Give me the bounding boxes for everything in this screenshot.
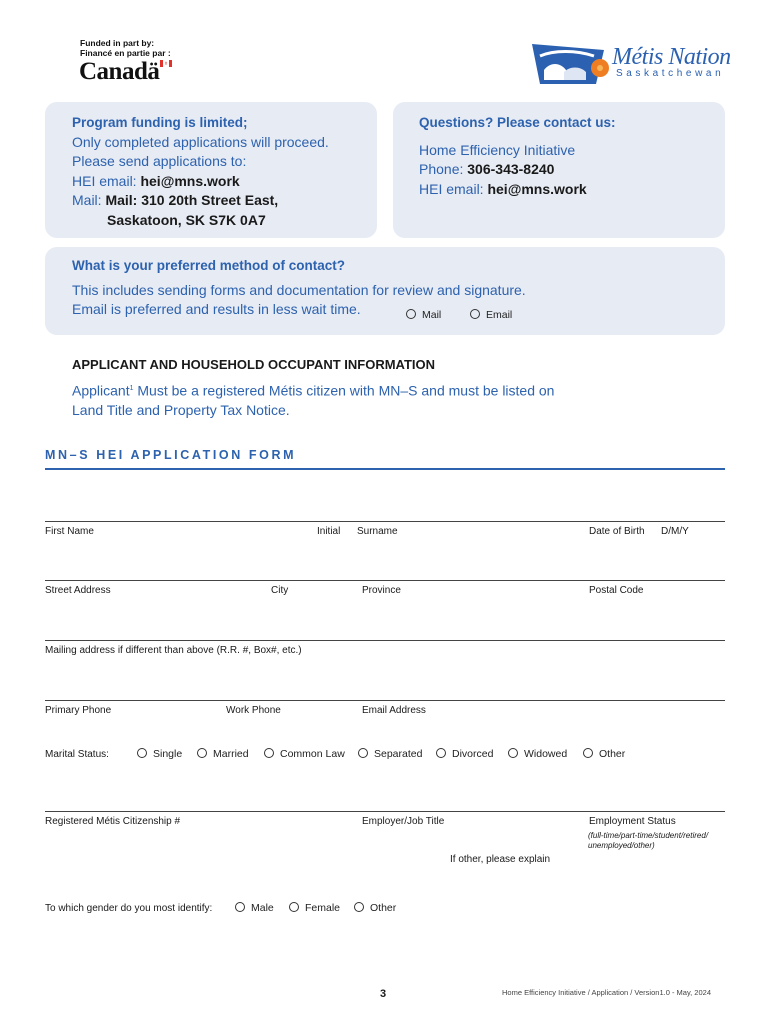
contact-phone: Phone: 306-343-8240 bbox=[419, 161, 555, 177]
email-address-label: Email Address bbox=[362, 705, 426, 716]
org-name: Métis Nation bbox=[612, 44, 731, 70]
radio-marital-common-law[interactable]: Common Law bbox=[264, 748, 345, 760]
radio-circle-icon[interactable] bbox=[358, 748, 368, 758]
gender-label: To which gender do you most identify: bbox=[45, 903, 213, 914]
citizenship-number-label: Registered Métis Citizenship # bbox=[45, 816, 181, 827]
org-subtitle: Saskatchewan bbox=[616, 68, 725, 79]
marital-status-label: Marital Status: bbox=[45, 749, 109, 760]
form-title: MN–S HEI APPLICATION FORM bbox=[45, 448, 297, 462]
first-name-label: First Name bbox=[45, 526, 94, 537]
funding-info-content bbox=[72, 113, 372, 230]
radio-gender-female[interactable]: Female bbox=[289, 902, 340, 914]
radio-marital-separated[interactable]: Separated bbox=[358, 748, 422, 760]
funding-mail: Mail: Mail: 310 20th Street East, bbox=[72, 192, 279, 208]
canada-wordmark: Canadä bbox=[79, 58, 160, 85]
funding-line-1: Only completed applications will proceed. bbox=[72, 133, 329, 150]
preferred-contact-title: What is your preferred method of contact? bbox=[72, 258, 346, 273]
employer-label: Employer/Job Title bbox=[362, 816, 445, 827]
form-title-rule bbox=[45, 468, 725, 470]
row-3-line bbox=[45, 640, 725, 641]
dob-label: Date of Birth bbox=[589, 526, 645, 537]
row-4-line bbox=[45, 700, 725, 701]
radio-contact-email[interactable]: Email bbox=[470, 309, 512, 321]
radio-circle-icon[interactable] bbox=[289, 902, 299, 912]
radio-circle-icon[interactable] bbox=[406, 309, 416, 319]
radio-circle-icon[interactable] bbox=[264, 748, 274, 758]
funding-mail-city: Saskatoon, SK S7K 0A7 bbox=[107, 211, 266, 228]
radio-circle-icon[interactable] bbox=[583, 748, 593, 758]
mailing-address-label: Mailing address if different than above (R.R. #, Box#, etc.) bbox=[45, 645, 302, 656]
row-1-line bbox=[45, 521, 725, 522]
canada-flag-icon bbox=[160, 60, 172, 67]
funding-email: HEI email: hei@mns.work bbox=[72, 172, 240, 189]
postal-code-label: Postal Code bbox=[589, 585, 644, 596]
preferred-contact-content bbox=[72, 256, 712, 320]
primary-phone-label: Primary Phone bbox=[45, 705, 112, 716]
preferred-line-2: Email is preferred and results in less wait time. bbox=[72, 301, 361, 317]
footer-note: Home Efficiency Initiative / Application / Version1.0 - May, 2024 bbox=[502, 988, 711, 997]
radio-circle-icon[interactable] bbox=[508, 748, 518, 758]
radio-circle-icon[interactable] bbox=[436, 748, 446, 758]
city-label: City bbox=[271, 585, 289, 596]
radio-marital-widowed[interactable]: Widowed bbox=[508, 748, 567, 760]
surname-label: Surname bbox=[357, 526, 398, 537]
if-other-explain-label: If other, please explain bbox=[450, 854, 551, 865]
radio-circle-icon[interactable] bbox=[354, 902, 364, 912]
preferred-line-1: This includes sending forms and documentation for review and signature. bbox=[72, 281, 526, 298]
radio-marital-divorced[interactable]: Divorced bbox=[436, 748, 493, 760]
contact-email: HEI email: hei@mns.work bbox=[419, 180, 587, 197]
funding-line-2: Please send applications to: bbox=[72, 153, 247, 169]
radio-marital-married[interactable]: Married bbox=[197, 748, 249, 760]
dob-format: D/M/Y bbox=[661, 526, 689, 537]
radio-gender-other[interactable]: Other bbox=[354, 902, 396, 914]
applicant-description: Applicant$^1$ Must be a registered Métis citizen with MN–S and must be listed on Land Title and Property Tax Notice. bbox=[72, 382, 555, 419]
radio-circle-icon[interactable] bbox=[235, 902, 245, 912]
contact-title: Questions? Please contact us: bbox=[419, 115, 616, 130]
employment-status-hint: (full-time/part-time/student/retired/ unemployed/other) bbox=[588, 831, 709, 850]
work-phone-label: Work Phone bbox=[226, 705, 281, 716]
funded-by-text: Funded in part by: Financé en partie par : bbox=[80, 38, 171, 58]
radio-gender-male[interactable]: Male bbox=[235, 902, 274, 914]
radio-marital-other[interactable]: Other bbox=[583, 748, 625, 760]
page-number: 3 bbox=[380, 988, 387, 1000]
applicant-heading: APPLICANT AND HOUSEHOLD OCCUPANT INFORMATION bbox=[72, 357, 436, 372]
contact-program: Home Efficiency Initiative bbox=[419, 141, 576, 158]
radio-contact-mail[interactable]: Mail bbox=[406, 309, 441, 321]
province-label: Province bbox=[362, 585, 401, 596]
row-2-line bbox=[45, 580, 725, 581]
row-5-line bbox=[45, 811, 725, 812]
street-address-label: Street Address bbox=[45, 585, 111, 596]
radio-circle-icon[interactable] bbox=[137, 748, 147, 758]
radio-marital-single[interactable]: Single bbox=[137, 748, 182, 760]
radio-circle-icon[interactable] bbox=[197, 748, 207, 758]
employment-status-label: Employment Status bbox=[589, 816, 676, 827]
funding-title: Program funding is limited; bbox=[72, 115, 248, 130]
radio-circle-icon[interactable] bbox=[470, 309, 480, 319]
initial-label: Initial bbox=[317, 526, 341, 537]
contact-info-content bbox=[419, 113, 719, 199]
